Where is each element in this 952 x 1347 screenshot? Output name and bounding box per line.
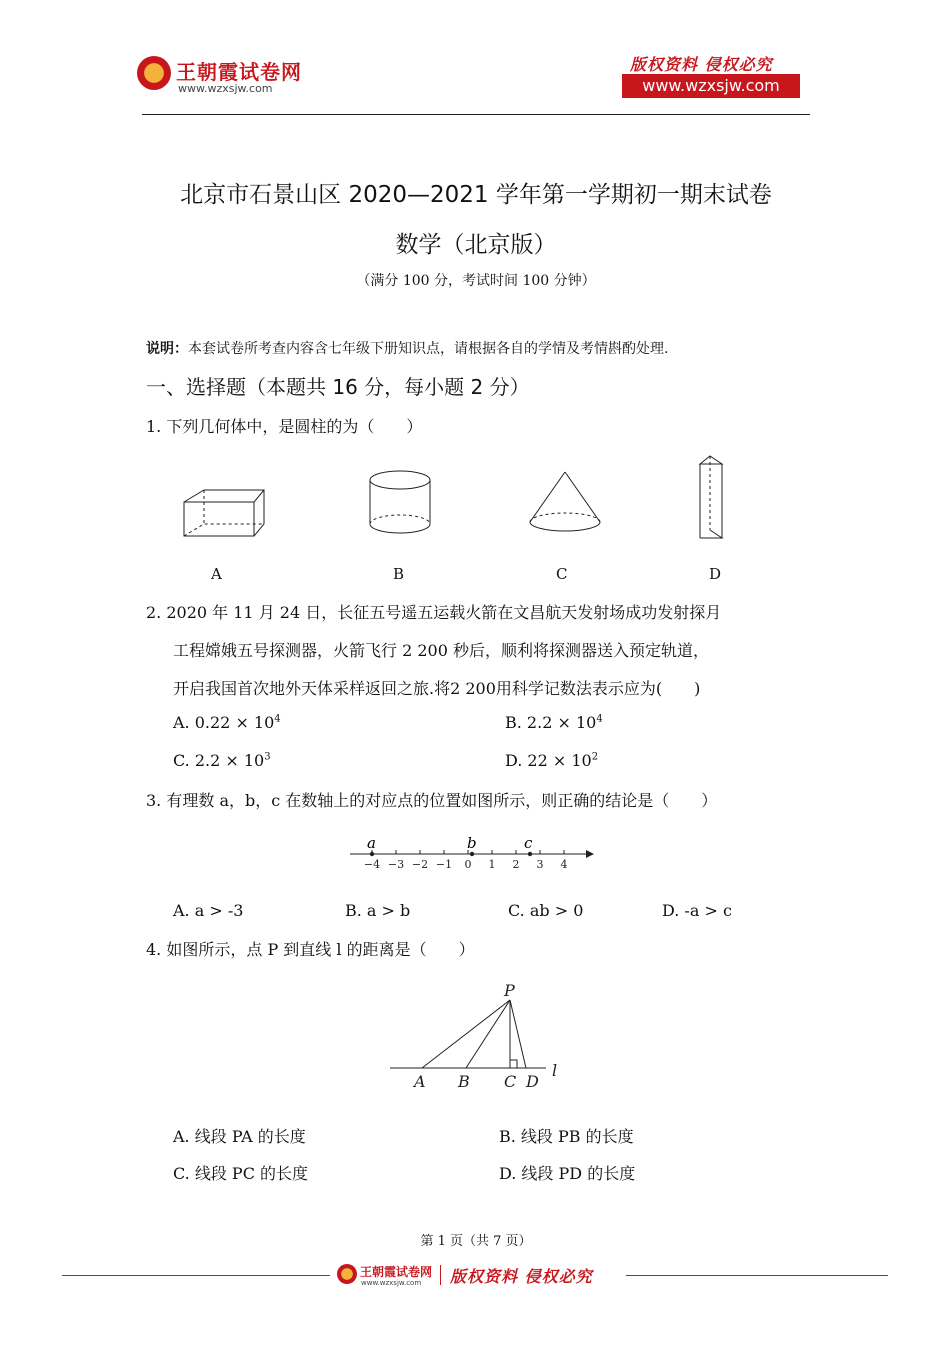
page-number: 第 1 页（共 7 页） bbox=[420, 1234, 532, 1249]
segment-pd bbox=[510, 1000, 526, 1068]
q1-label-d: D bbox=[709, 565, 722, 583]
axis-tick-label: −2 bbox=[411, 858, 429, 871]
axis-tick-label: −3 bbox=[387, 858, 405, 871]
intro bbox=[146, 338, 668, 358]
cylinder-figure bbox=[370, 471, 430, 533]
question-2-line-2: 工程嫦娥五号探测器，火箭飞行 2 200 秒后，顺利将探测器送入预定轨道， bbox=[173, 641, 709, 660]
footer-seal-icon bbox=[337, 1264, 357, 1284]
copyright-notice: 版权资料 侵权必究 bbox=[630, 55, 773, 74]
exam-title: 北京市石景山区 2020—2021 学年第一学期初一期末试卷 bbox=[180, 182, 772, 208]
axis-tick-label: 2 bbox=[512, 858, 520, 871]
intro-text: 本套试卷所考查内容含七年级下册知识点，请根据各自的学情及考情斟酌处理. bbox=[188, 341, 669, 357]
q1-label-b: B bbox=[393, 565, 405, 583]
label-d: D bbox=[526, 1072, 539, 1091]
cone-figure bbox=[530, 472, 600, 531]
segment-pb bbox=[466, 1000, 510, 1068]
question-4: 4. 如图所示，点 P 到直线 l 的距离是（ ） bbox=[146, 940, 475, 959]
q3-option-b: B. a > b bbox=[345, 901, 411, 920]
header bbox=[0, 0, 952, 120]
footer-logo-name: 王朝霞试卷网 bbox=[360, 1265, 433, 1279]
intro-label: 说明： bbox=[146, 341, 188, 357]
point-label-c: c bbox=[524, 834, 533, 852]
point-label-a: a bbox=[367, 834, 376, 852]
q3-option-c: C. ab > 0 bbox=[508, 901, 584, 920]
question-2-line-3: 开启我国首次地外天体采样返回之旅.将2 200用科学记数法表示应为( ) bbox=[173, 679, 701, 698]
prism-figure bbox=[700, 456, 722, 538]
q4-figure bbox=[380, 978, 580, 1094]
header-rule bbox=[142, 114, 810, 115]
q2-option-d: D. $22 \times 10^2$ bbox=[505, 751, 599, 770]
label-c: C bbox=[504, 1072, 517, 1091]
q4-option-b: B. 线段 PB 的长度 bbox=[499, 1127, 634, 1146]
q1-label-a: A bbox=[211, 565, 222, 583]
label-a: A bbox=[414, 1072, 426, 1091]
q2-option-c: C. $2.2 \times 10^3$ bbox=[173, 751, 271, 770]
q2-option-a: A. $0.22 \times 10^4$ bbox=[173, 713, 281, 732]
label-b: B bbox=[458, 1072, 470, 1091]
q4-option-a: A. 线段 PA 的长度 bbox=[173, 1127, 306, 1146]
axis-tick-label: −1 bbox=[435, 858, 453, 871]
cuboid-figure bbox=[184, 490, 264, 536]
axis-tick-label: 3 bbox=[536, 858, 544, 871]
header-url-badge: www.wzxsjw.com bbox=[622, 74, 800, 98]
q3-option-d: D. -a > c bbox=[662, 901, 732, 920]
point-label-b: b bbox=[467, 834, 477, 852]
axis-tick-label: 4 bbox=[560, 858, 568, 871]
q3-number-line bbox=[340, 832, 600, 876]
q1-label-c: C bbox=[556, 565, 568, 583]
footer-divider bbox=[440, 1265, 441, 1285]
logo-name: 王朝霞试卷网 bbox=[176, 60, 302, 84]
q2-option-b: B. $2.2 \times 10^4$ bbox=[505, 713, 603, 732]
footer-rule-left bbox=[62, 1275, 330, 1276]
point-a bbox=[370, 852, 374, 856]
exam-note: （满分 100 分，考试时间 100 分钟） bbox=[356, 273, 596, 289]
label-l: l bbox=[552, 1061, 558, 1080]
logo-seal-icon bbox=[137, 56, 171, 90]
footer-logo-url: www.wzxsjw.com bbox=[361, 1279, 422, 1287]
footer-rule-right bbox=[626, 1275, 888, 1276]
point-c bbox=[528, 852, 532, 856]
q3-option-a: A. a > -3 bbox=[173, 901, 244, 920]
q4-option-d: D. 线段 PD 的长度 bbox=[499, 1164, 636, 1183]
question-3: 3. 有理数 a，b，c 在数轴上的对应点的位置如图所示，则正确的结论是（ ） bbox=[146, 791, 718, 810]
question-2-line-1: 2. 2020 年 11 月 24 日，长征五号遥五运载火箭在文昌航天发射场成功发射探月 bbox=[146, 603, 722, 622]
segment-pa bbox=[422, 1000, 510, 1068]
point-b bbox=[470, 852, 474, 856]
q4-option-c: C. 线段 PC 的长度 bbox=[173, 1164, 309, 1183]
axis-tick-label: 0 bbox=[464, 858, 472, 871]
axis-tick-label: 1 bbox=[488, 858, 496, 871]
exam-subtitle: 数学（北京版） bbox=[395, 232, 557, 258]
axis-tick-label: −4 bbox=[363, 858, 381, 871]
logo-url: www.wzxsjw.com bbox=[178, 82, 273, 95]
right-angle-mark bbox=[510, 1060, 517, 1068]
section-heading: 一、选择题（本题共 16 分，每小题 2 分） bbox=[146, 375, 530, 399]
footer-copyright: 版权资料 侵权必究 bbox=[450, 1267, 593, 1286]
question-1: 1. 下列几何体中，是圆柱的为（ ） bbox=[146, 417, 423, 436]
label-p: P bbox=[504, 981, 515, 1000]
q1-figures bbox=[170, 450, 770, 550]
